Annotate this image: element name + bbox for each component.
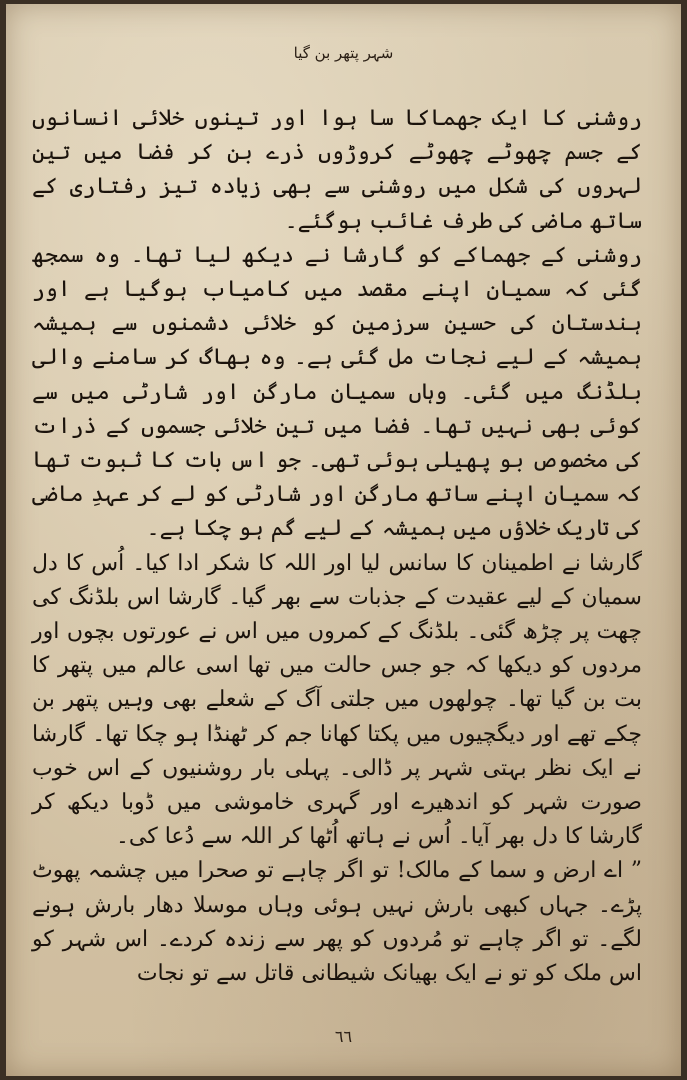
book-page	[6, 4, 681, 1076]
paragraph: روشنی کا ایک جھماکا سا ہوا اور تینوں خلائی انسانوں کے جسم چھوٹے چھوٹے کروڑوں ذرے بن کر فضا میں تین لہروں کی شکل میں روشنی سے بھی زیادہ تیز رفتاری کے ساتھ ماضی کی طرف غائب ہوگئے۔	[32, 106, 642, 234]
paragraph: روشنی کے جھماکے کو گارشا نے دیکھ لیا تھا۔ وہ سمجھ گئی کہ سمیان اپنے مقصد میں کامیاب ہوگیا ہے اور ہندستان کی حسین سرزمین کو خلائی دشمنوں سے ہمیشہ ہمیشہ کے لیے نجات مل گئی ہے۔ وہ بھاگ کر سامنے والی بلڈنگ میں گئی۔ وہاں سمیان مارگن اور شارٹی میں سے کوئی بھی نہیں تھا۔ فضا میں تین خلائی جسموں کے ذرات کی مخصوص بو پھیلی ہوئی تھی۔ جو اس بات کا ثبوت تھا کہ سمیان اپنے ساتھ مارگن اور شارٹی کو لے کر عہدِ ماضی کی تاریک خلاؤں میں ہمیشہ کے لیے گم ہو چکا ہے۔	[32, 242, 642, 542]
paragraph: گارشا نے اطمینان کا سانس لیا اور اللہ کا شکر ادا کیا۔ اُس کا دل سمیان کے لیے عقیدت کے جذبات سے بھر گیا۔ گارشا اس بلڈنگ کی چھت پر چڑھ گئی۔ بلڈنگ کے کمروں میں اس نے عورتوں بچوں اور مردوں کو دیکھا کہ جو جس حالت میں تھا اسی عالم میں پتھر کا بت بن گیا تھا۔ چولھوں میں جلتی آگ کے شعلے بھی وہیں پتھر بن چکے تھے اور دیگچیوں میں پکتا کھانا جم کر ٹھنڈا ہو چکا تھا۔ گارشا نے ایک نظر بہتی شہر پر ڈالی۔ پہلی بار روشنیوں کے اس خوب صورت شہر کو اندھیرے اور گہری خاموشی میں ڈوبا دیکھ کر گارشا کا دل بھر آیا۔ اُس نے ہاتھ اُٹھا کر اللہ سے دُعا کی۔	[32, 550, 642, 850]
page-number: ٦٦	[334, 1027, 353, 1046]
running-title: شہر پتھر بن گیا	[293, 44, 394, 62]
paragraph: ” اے ارض و سما کے مالک! تو اگر چاہے تو صحرا میں چشمہ پھوٹ پڑے۔ جہاں کبھی بارش نہیں ہوئی وہاں موسلا دھار بارش ہونے لگے۔ تو اگر چاہے تو مُردوں کو پھر سے زندہ کردے۔ اس شہر کو اس ملک کو تو نے ایک بھیانک شیطانی قاتل سے تو نجات	[32, 858, 642, 987]
page-body	[32, 102, 642, 991]
